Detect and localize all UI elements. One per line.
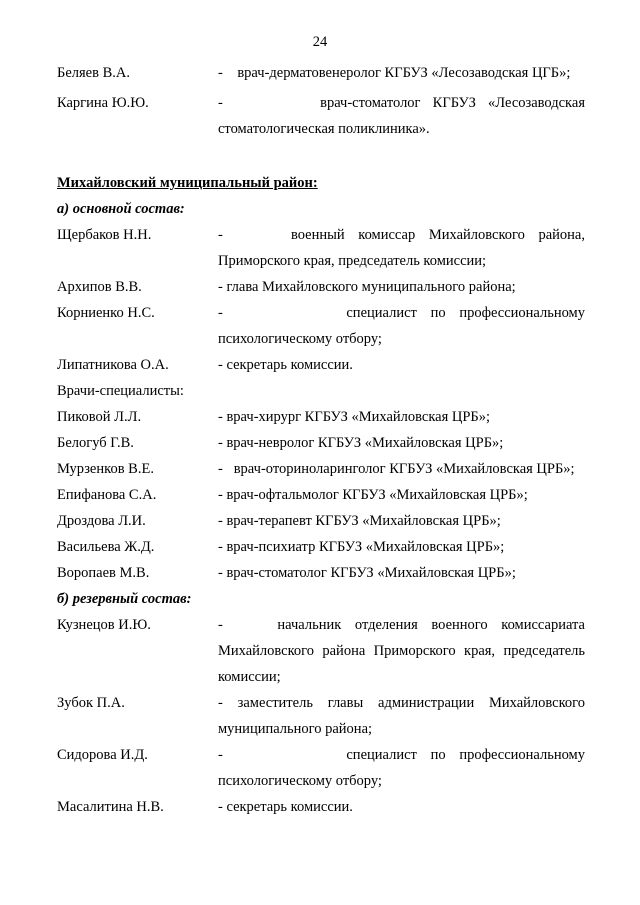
member-role: - врач-хирург КГБУЗ «Михайловская ЦРБ»; <box>218 409 491 425</box>
member-row <box>57 742 585 794</box>
member-name: Каргина Ю.Ю. <box>57 95 149 111</box>
member-name: Сидорова И.Д. <box>57 747 148 763</box>
member-row <box>57 430 585 456</box>
member-name: Зубок П.А. <box>57 695 125 711</box>
member-name: Епифанова С.А. <box>57 487 157 503</box>
member-role: - секретарь комиссии. <box>218 357 353 373</box>
member-row <box>57 60 585 86</box>
member-row <box>57 560 585 586</box>
member-row <box>57 404 585 430</box>
member-role: - начальник отделения военного комиссариата Михайловского района Приморского края, председатель комиссии; <box>218 617 585 685</box>
member-name: Васильева Ж.Д. <box>57 539 155 555</box>
main-composition-heading: а) основной состав: <box>57 201 185 217</box>
member-row <box>57 612 585 690</box>
member-role: - врач-дерматовенеролог КГБУЗ «Лесозаводская ЦГБ»; <box>218 65 571 81</box>
member-name: Корниенко Н.С. <box>57 305 155 321</box>
member-role: - врач-стоматолог КГБУЗ «Лесозаводская стоматологическая поликлиника». <box>218 95 585 137</box>
member-role: - глава Михайловского муниципального района; <box>218 279 516 295</box>
member-row <box>57 300 585 352</box>
doctors-heading: Врачи-специалисты: <box>57 383 184 399</box>
document-body <box>57 60 585 820</box>
member-role: - секретарь комиссии. <box>218 799 353 815</box>
member-name: Воропаев М.В. <box>57 565 150 581</box>
member-name: Мурзенков В.Е. <box>57 461 154 477</box>
member-name: Липатникова О.А. <box>57 357 169 373</box>
member-row <box>57 794 585 820</box>
member-row <box>57 534 585 560</box>
member-name: Беляев В.А. <box>57 65 130 81</box>
member-name: Белогуб Г.В. <box>57 435 134 451</box>
member-row <box>57 222 585 274</box>
member-name: Кузнецов И.Ю. <box>57 617 151 633</box>
member-row <box>57 482 585 508</box>
member-role: - врач-оториноларинголог КГБУЗ «Михайловская ЦРБ»; <box>218 461 575 477</box>
reserve-composition-heading: б) резервный состав: <box>57 591 192 607</box>
member-role: - заместитель главы администрации Михайловского муниципального района; <box>218 695 585 737</box>
member-name: Пиковой Л.Л. <box>57 409 142 425</box>
member-role: - врач-невролог КГБУЗ «Михайловская ЦРБ»; <box>218 435 504 451</box>
member-row <box>57 90 585 142</box>
section-title: Михайловский муниципальный район: <box>57 175 318 191</box>
member-row <box>57 352 585 378</box>
member-name: Архипов В.В. <box>57 279 142 295</box>
member-role: - врач-терапевт КГБУЗ «Михайловская ЦРБ»; <box>218 513 501 529</box>
member-role: - врач-офтальмолог КГБУЗ «Михайловская ЦРБ»; <box>218 487 528 503</box>
member-name: Щербаков Н.Н. <box>57 227 152 243</box>
member-role: - специалист по профессиональному психологическому отбору; <box>218 747 585 789</box>
member-row <box>57 274 585 300</box>
member-name: Дроздова Л.И. <box>57 513 146 529</box>
member-role: - врач-стоматолог КГБУЗ «Михайловская ЦРБ»; <box>218 565 516 581</box>
member-role: - военный комиссар Михайловского района, Приморского края, председатель комиссии; <box>218 227 585 269</box>
member-name: Масалитина Н.В. <box>57 799 164 815</box>
member-row <box>57 508 585 534</box>
member-role: - врач-психиатр КГБУЗ «Михайловская ЦРБ»; <box>218 539 505 555</box>
page-number: 24 <box>312 34 328 50</box>
member-role: - специалист по профессиональному психологическому отбору; <box>218 305 585 347</box>
member-row <box>57 690 585 742</box>
member-row <box>57 456 585 482</box>
